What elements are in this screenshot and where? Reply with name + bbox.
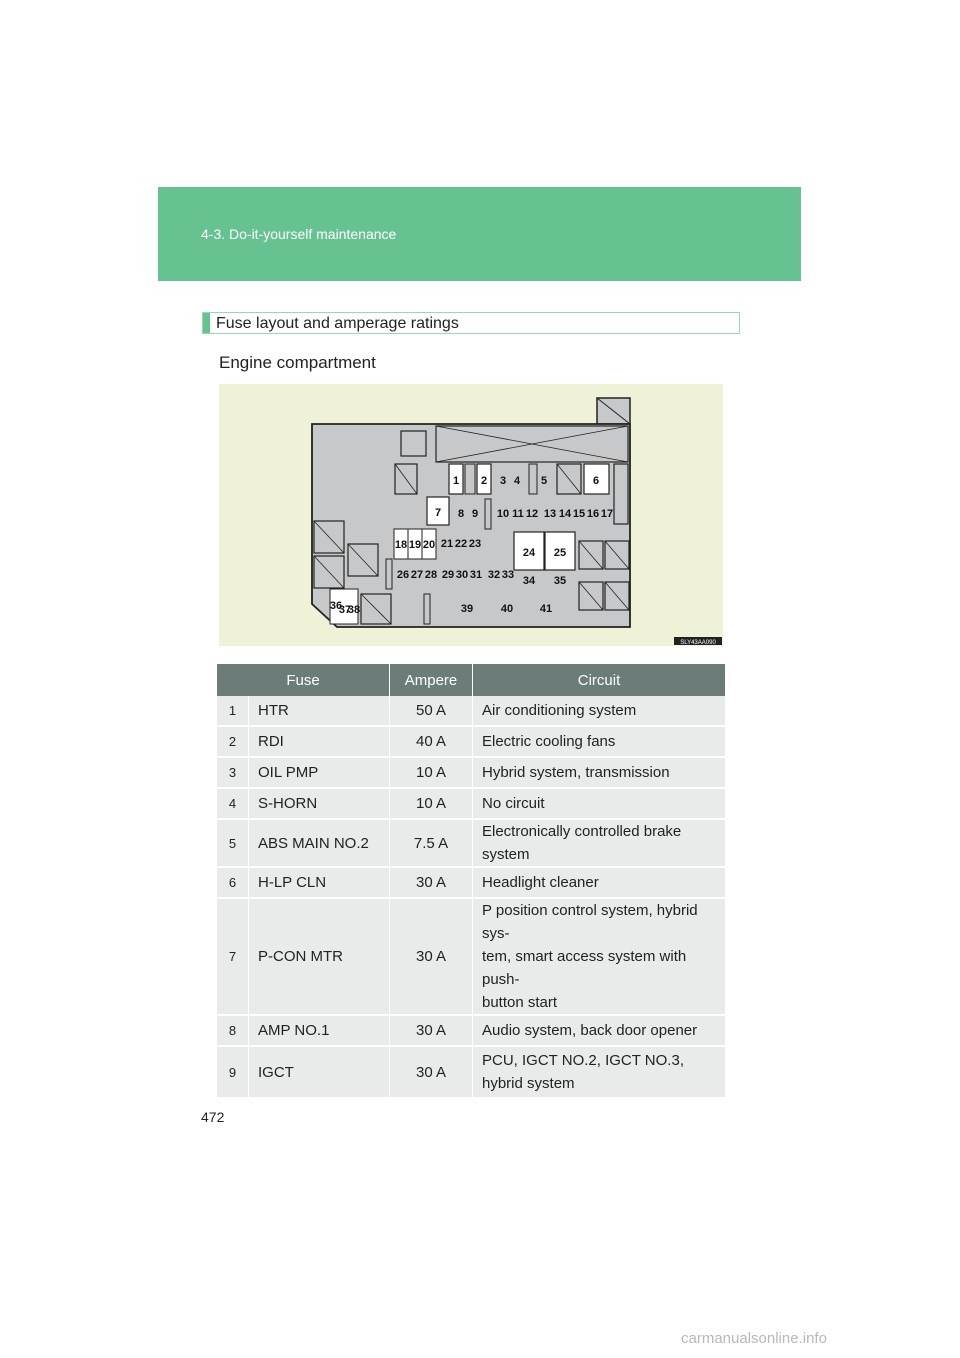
page-number: 472 xyxy=(201,1109,225,1125)
fuse-ampere: 30 A xyxy=(390,867,473,898)
fuse-circuit: Air conditioning system xyxy=(473,696,726,726)
fuse-name: AMP NO.1 xyxy=(249,1015,390,1046)
diagram-label-31: 31 xyxy=(469,569,483,581)
diagram-label-22: 22 xyxy=(454,538,468,550)
diagram-label-32: 32 xyxy=(487,569,501,581)
diagram-label-18: 18 xyxy=(394,539,408,551)
fuse-name: RDI xyxy=(249,726,390,757)
fuse-ampere: 10 A xyxy=(390,757,473,788)
fuse-ampere: 40 A xyxy=(390,726,473,757)
fuse-circuit: Headlight cleaner xyxy=(473,867,726,898)
watermark: carmanualsonline.info xyxy=(681,1330,827,1347)
section-breadcrumb: 4-3. Do-it-yourself maintenance xyxy=(201,226,397,242)
diagram-label-4: 4 xyxy=(513,475,521,487)
diagram-label-26: 26 xyxy=(396,569,410,581)
diagram-label-15: 15 xyxy=(572,508,586,520)
diagram-label-19: 19 xyxy=(408,539,422,551)
fuse-circuit xyxy=(473,1046,726,1098)
table-row xyxy=(217,898,725,1015)
fuse-name: ABS MAIN NO.2 xyxy=(249,819,390,867)
diagram-label-6: 6 xyxy=(592,475,600,487)
fuse-circuit: Electronically controlled brake system xyxy=(473,819,726,867)
diagram-label-38: 38 xyxy=(347,604,361,616)
table-row xyxy=(217,819,725,867)
diagram-label-30: 30 xyxy=(455,569,469,581)
diagram-label-28: 28 xyxy=(424,569,438,581)
header-circuit: Circuit xyxy=(473,664,726,696)
fuse-circuit: Electric cooling fans xyxy=(473,726,726,757)
fuse-number: 4 xyxy=(217,788,249,819)
diagram-label-37: 37 xyxy=(338,604,352,616)
diagram-label-41: 41 xyxy=(539,603,553,615)
diagram-label-25: 25 xyxy=(553,547,567,559)
circuit-line: button start xyxy=(482,994,558,1011)
table-row xyxy=(217,726,725,757)
fuse-name: H-LP CLN xyxy=(249,867,390,898)
fuse-name: HTR xyxy=(249,696,390,726)
section-title: Fuse layout and amperage ratings xyxy=(216,315,459,332)
fuse-ampere: 10 A xyxy=(390,788,473,819)
fuse-name: S-HORN xyxy=(249,788,390,819)
diagram-label-13: 13 xyxy=(543,508,557,520)
table-row xyxy=(217,1046,725,1098)
table-row xyxy=(217,696,725,726)
diagram-label-34: 34 xyxy=(522,575,536,587)
fuse-ampere: 30 A xyxy=(390,1015,473,1046)
diagram-label-36: 36 xyxy=(329,600,343,612)
fuse-number: 9 xyxy=(217,1046,249,1098)
fuse-number: 1 xyxy=(217,696,249,726)
fuse-circuit: Audio system, back door opener xyxy=(473,1015,726,1046)
diagram-label-11: 11 xyxy=(512,508,524,520)
diagram-label-12: 12 xyxy=(525,508,539,520)
section-title-accent xyxy=(203,313,210,333)
fuse-ampere: 30 A xyxy=(390,898,473,1015)
fuse-number: 5 xyxy=(217,819,249,867)
fuse-circuit xyxy=(473,898,726,1015)
fuse-name: OIL PMP xyxy=(249,757,390,788)
diagram-label-2: 2 xyxy=(480,475,488,487)
diagram-label-23: 23 xyxy=(468,538,482,550)
diagram-label-21: 21 xyxy=(440,538,454,550)
diagram-label-20: 20 xyxy=(422,539,436,551)
diagram-label-24: 24 xyxy=(522,547,536,559)
header-ampere: Ampere xyxy=(390,664,473,696)
diagram-code: SLY43AA090 xyxy=(680,640,716,646)
diagram-label-3: 3 xyxy=(499,475,507,487)
diagram-label-1: 1 xyxy=(452,475,460,487)
table-row xyxy=(217,788,725,819)
diagram-label-33: 33 xyxy=(501,569,515,581)
fuse-number: 8 xyxy=(217,1015,249,1046)
fuse-table xyxy=(217,664,725,1099)
header-fuse: Fuse xyxy=(217,664,390,696)
table-row xyxy=(217,757,725,788)
fuse-number: 6 xyxy=(217,867,249,898)
top-left-square xyxy=(401,431,426,456)
fuse-circuit: No circuit xyxy=(473,788,726,819)
fuse-name: P-CON MTR xyxy=(249,898,390,1015)
fuse-number: 3 xyxy=(217,757,249,788)
diagram-label-8: 8 xyxy=(457,508,465,520)
fuse-circuit: Hybrid system, transmission xyxy=(473,757,726,788)
fuse-name: IGCT xyxy=(249,1046,390,1098)
circuit-line: hybrid system xyxy=(482,1075,575,1092)
section-title-box xyxy=(202,312,740,334)
diagram-label-29: 29 xyxy=(441,569,455,581)
fuse-ampere: 7.5 A xyxy=(390,819,473,867)
circuit-line: PCU, IGCT NO.2, IGCT NO.3, xyxy=(482,1052,684,1069)
header-band xyxy=(158,187,801,281)
table-row xyxy=(217,867,725,898)
table-row xyxy=(217,1015,725,1046)
diagram-label-27: 27 xyxy=(410,569,424,581)
subtitle: Engine compartment xyxy=(219,353,376,372)
diagram-label-9: 9 xyxy=(471,508,479,520)
diagram-label-7: 7 xyxy=(434,507,442,519)
fuse-number: 7 xyxy=(217,898,249,1015)
diagram-label-5: 5 xyxy=(540,475,548,487)
diagram-label-39: 39 xyxy=(460,603,474,615)
diagram-label-17: 17 xyxy=(600,508,614,520)
fuse-ampere: 50 A xyxy=(390,696,473,726)
diagram-label-35: 35 xyxy=(553,575,567,587)
table-header-row xyxy=(217,664,725,696)
fuse-number: 2 xyxy=(217,726,249,757)
diagram-label-40: 40 xyxy=(500,603,514,615)
diagram-label-16: 16 xyxy=(586,508,600,520)
circuit-line: tem, smart access system with push- xyxy=(482,948,687,988)
fuse-box-diagram xyxy=(219,384,723,646)
circuit-line: P position control system, hybrid sys- xyxy=(482,902,698,942)
diagram-label-14: 14 xyxy=(558,508,572,520)
fuse-ampere: 30 A xyxy=(390,1046,473,1098)
diagram-label-10: 10 xyxy=(496,508,510,520)
